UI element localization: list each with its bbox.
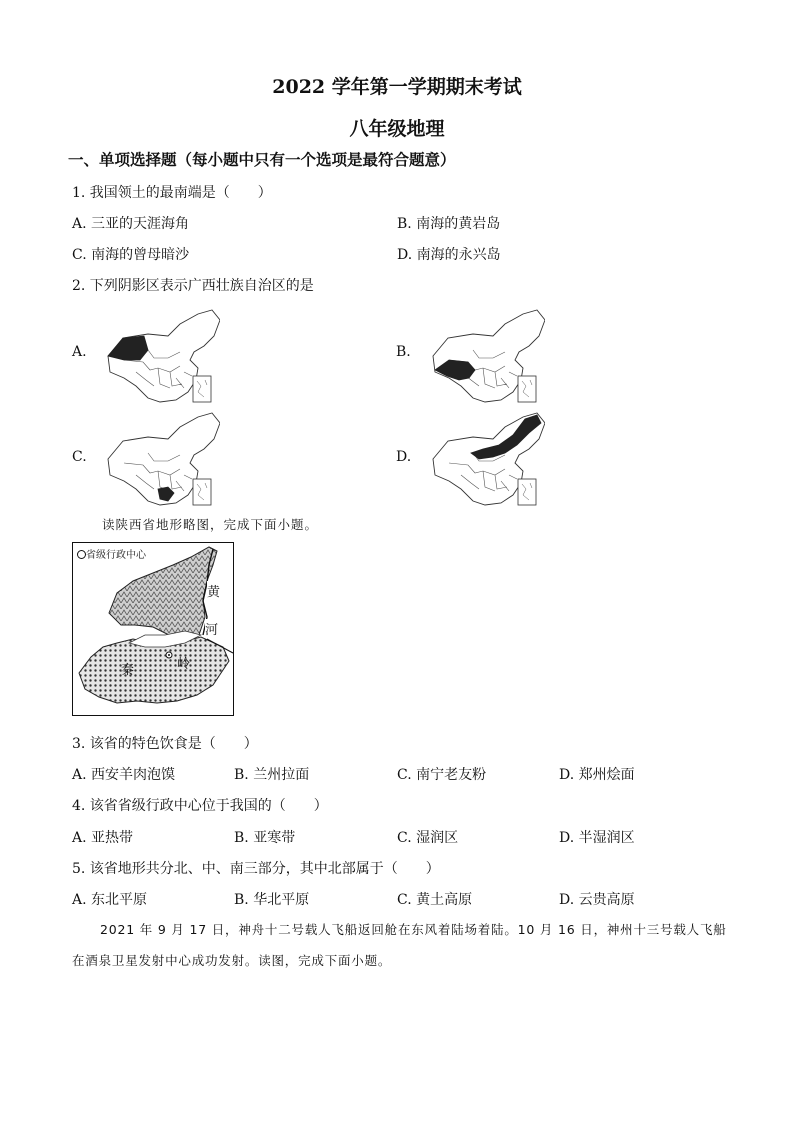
- q2-stem: 2. 下列阴影区表示广西壮族自治区的是: [72, 278, 314, 294]
- q4-option-d[interactable]: D. 半湿润区: [559, 830, 635, 846]
- q5-option-d[interactable]: D. 云贵高原: [559, 892, 635, 908]
- q4-stem: 4. 该省省级行政中心位于我国的（ ）: [72, 798, 328, 814]
- q1-option-a[interactable]: A. 三亚的天涯海角: [72, 216, 190, 232]
- map-option-a[interactable]: [88, 306, 220, 406]
- q3-stem: 3. 该省的特色饮食是（ ）: [72, 736, 258, 752]
- shaanxi-intro: 读陕西省地形略图，完成下面小题。: [102, 517, 319, 532]
- map-option-c[interactable]: [88, 409, 220, 509]
- section-heading: 一、单项选择题（每小题中只有一个选项是最符合题意）: [68, 150, 456, 169]
- q3-option-a[interactable]: A. 西安羊肉泡馍: [72, 767, 176, 783]
- q5-stem: 5. 该省地形共分北、中、南三部分，其中北部属于（ ）: [72, 861, 440, 877]
- q5-option-c[interactable]: C. 黄土高原: [397, 892, 473, 908]
- q1-option-c[interactable]: C. 南海的曾母暗沙: [72, 247, 190, 263]
- shaanxi-map: [72, 542, 234, 716]
- map-option-d[interactable]: [413, 409, 545, 509]
- q4-option-c[interactable]: C. 湿润区: [397, 830, 459, 846]
- capital-legend-icon: [77, 550, 86, 559]
- shaded-region-xinjiang: [108, 336, 148, 360]
- q2-label-b[interactable]: B.: [396, 344, 411, 360]
- q2-label-c[interactable]: C.: [72, 449, 87, 465]
- q2-label-a[interactable]: A.: [72, 344, 87, 360]
- q2-label-d[interactable]: D.: [396, 449, 412, 465]
- q1-stem: 1. 我国领土的最南端是（ ）: [72, 185, 272, 201]
- exam-title: 2022 学年第一学期期末考试: [272, 76, 522, 98]
- map-option-b[interactable]: [413, 306, 545, 406]
- shenzhou-intro-line2: 在酒泉卫星发射中心成功发射。读图，完成下面小题。: [72, 953, 392, 968]
- q5-option-b[interactable]: B. 华北平原: [234, 892, 310, 908]
- exam-subtitle: 八年级地理: [349, 118, 445, 140]
- river-label-1: 黄: [207, 581, 220, 600]
- q1-option-d[interactable]: D. 南海的永兴岛: [397, 247, 501, 263]
- q4-option-a[interactable]: A. 亚热带: [72, 830, 134, 846]
- q4-option-b[interactable]: B. 亚寒带: [234, 830, 296, 846]
- q1-option-b[interactable]: B. 南海的黄岩岛: [397, 216, 501, 232]
- map-legend: [77, 546, 146, 561]
- q3-option-c[interactable]: C. 南宁老友粉: [397, 767, 487, 783]
- q3-option-d[interactable]: D. 郑州烩面: [559, 767, 635, 783]
- q5-option-a[interactable]: A. 东北平原: [72, 892, 148, 908]
- q3-option-b[interactable]: B. 兰州拉面: [234, 767, 310, 783]
- river-label-2: 河: [205, 619, 218, 638]
- mountain-label-2: 岭: [177, 657, 191, 672]
- mountain-label-1: 秦: [121, 663, 135, 678]
- shenzhou-intro-line1: 2021 年 9 月 17 日，神舟十二号载人飞船返回舱在东风着陆场着陆。10 月 16 日，神州十三号载人飞船: [100, 922, 727, 937]
- legend-label: 省级行政中心: [86, 550, 146, 561]
